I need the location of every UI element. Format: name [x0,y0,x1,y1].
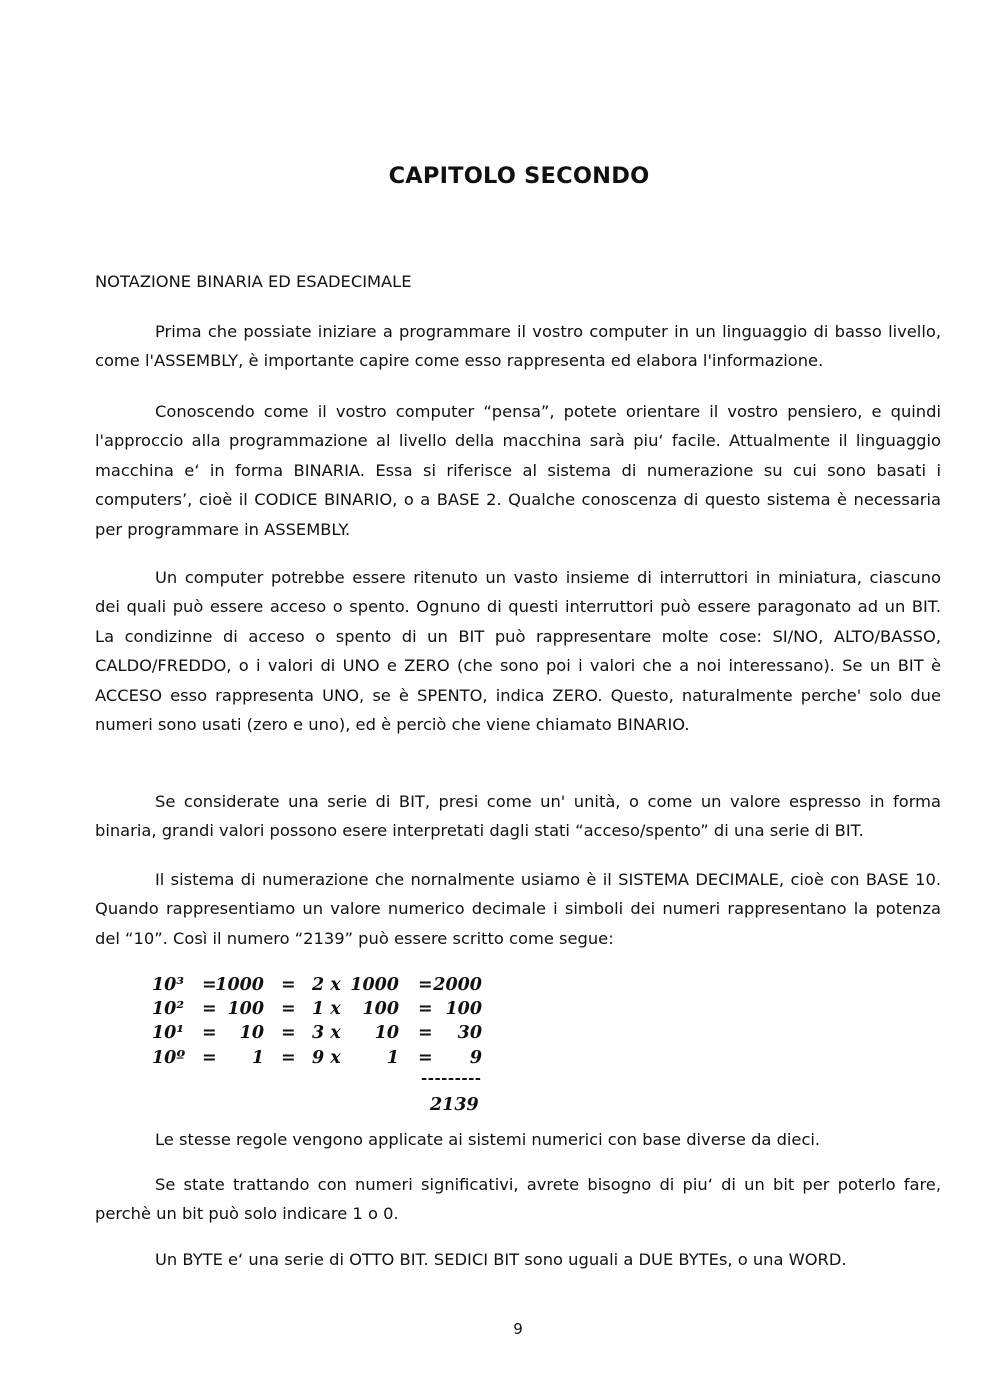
times-sign: x [330,1023,341,1044]
paragraph: Se state trattando con numeri significativi, avrete bisogno di piu‘ di un bit per poterlo fare, perchè un bit può solo indicare 1 o 0. [95,1175,941,1224]
paragraph: Conoscendo come il vostro computer “pensa”, potete orientare il vostro pensiero, e quindi l'approccio alla programmazione al livello della macchina sarà piu‘ facile. Attualmente il linguaggio macchina e‘ in forma BINARIA. Essa si riferisce al sistema di numerazione su cui sono basati i computers’, cioè il CODICE BINARIO, o a BASE 2. Qualche conoscenza di questo sistema è necessaria per programmare in ASSEMBLY. [95,402,941,539]
chapter-title: CAPITOLO SECONDO [388,163,650,189]
sum-total: 2139 [430,1095,479,1115]
paragraph: Prima che possiate iniziare a programmare il vostro computer in un linguaggio di basso livello, come l'ASSEMBLY, è importante capire come esso rappresenta ed elabora l'informazione. [95,322,941,371]
power-of-ten: 10² [152,999,185,1020]
power-of-ten: 10º [152,1047,186,1068]
equals-sign: = [281,1047,296,1068]
digit-times [312,1021,346,1045]
times-sign: x [330,1047,341,1068]
digit: 2 [312,975,325,995]
power-value: 1 [251,1047,264,1068]
power-value: 1000 [215,975,264,995]
digit: 9 [312,1047,325,1068]
equals-sign: = [418,975,433,995]
equals-sign: = [281,999,296,1020]
equals-sign: = [202,1047,217,1068]
equals-sign: = [202,975,217,995]
power-of-ten: 10³ [152,975,185,995]
equals-sign: = [202,999,217,1020]
equals-sign: = [418,999,433,1020]
paragraph: Un computer potrebbe essere ritenuto un vasto insieme di interruttori in miniatura, ciascuno dei quali può essere acceso o spento. Ognuno di questi interruttori può essere paragonato ad un BIT. La condizinne di acceso o spento di un BIT può rappresentare molte cose: SI/NO, ALTO/BASSO, CALDO/FREDDO, o i valori di UNO e ZERO (che sono poi i valori che a noi interessano). Se un BIT è ACCESO esso rappresenta UNO, se è SPENTO, indica ZERO. Questo, naturalmente perche' solo due numeri sono usati (zero e uno), ed è perciò che viene chiamato BINARIO. [95,568,941,735]
digit-times [312,1046,346,1070]
factor: 100 [362,999,399,1020]
factor: 1 [386,1047,399,1068]
paragraph: Se considerate una serie di BIT, presi come un' unità, o come un valore espresso in forma binaria, grandi valori possono esere interpretati dagli stati “acceso/spento” di una serie di BIT. [95,792,941,841]
factor: 10 [374,1023,399,1044]
product: 30 [457,1023,482,1044]
digit-times [312,997,346,1021]
digit: 3 [312,1023,325,1044]
equals-sign: = [418,1047,433,1068]
times-sign: x [330,999,341,1020]
factor: 1000 [350,975,399,995]
equals-sign: = [281,975,296,995]
product: 9 [469,1047,482,1068]
power-of-ten: 10¹ [152,1023,185,1044]
section-heading: NOTAZIONE BINARIA ED ESADECIMALE [95,272,412,291]
paragraph: Il sistema di numerazione che nornalmente usiamo è il SISTEMA DECIMALE, cioè con BASE 10. Quando rappresentiamo un valore numerico decimale i simboli dei numeri rappresentano la potenza del “10”. Così il numero “2139” può essere scritto come segue: [95,870,941,948]
digit: 1 [312,999,325,1020]
power-value: 10 [239,1023,264,1044]
equals-sign: = [202,1023,217,1044]
paragraph: Un BYTE e‘ una serie di OTTO BIT. SEDICI BIT sono uguali a DUE BYTEs, o una WORD. [155,1250,847,1269]
equals-sign: = [418,1023,433,1044]
paragraph: Le stesse regole vengono applicate ai sistemi numerici con base diverse da dieci. [155,1130,821,1149]
times-sign: x [330,975,341,995]
equals-sign: = [281,1023,296,1044]
page-number: 9 [513,1320,523,1338]
sum-separator-line: --------- [421,1069,482,1087]
product: 2000 [433,975,482,995]
power-value: 100 [227,999,264,1020]
digit-times [312,973,346,997]
product: 100 [445,999,482,1020]
